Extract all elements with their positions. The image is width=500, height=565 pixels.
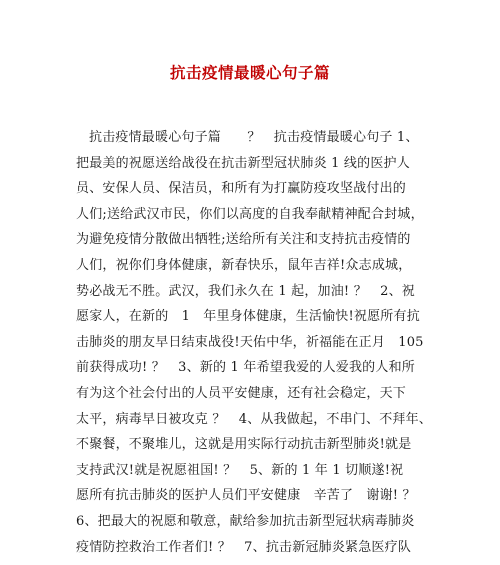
body-line: 6、把最大的祝愿和敬意，献给参加抗击新型冠状病毒肺炎	[76, 513, 415, 529]
body-line: 有为这个社会付出的人员平安健康，还有社会稳定，天下	[76, 385, 407, 401]
body-line: 势必战无不胜。武汉，我们永久在 1 起，加油! ？ 2、祝	[76, 283, 415, 299]
body-line: 击肺炎的朋友早日结束战役!天佑中华，祈福能在正月 105	[76, 334, 424, 350]
body-line: 抗击疫情最暖心句子篇 ？ 抗击疫情最暖心句子 1、	[89, 130, 419, 145]
body-line: 前获得成功! ？ 3、新的 1 年希望我爱的人爱我的人和所	[76, 360, 415, 376]
document-title: 抗击疫情最暖心句子篇	[169, 63, 330, 82]
body-line: 愿家人，在新的 1 年里身体健康，生活愉快!祝愿所有抗	[76, 309, 420, 325]
body-line: 愿所有抗击肺炎的医护人员们平安健康 辛苦了 谢谢! ？	[76, 488, 416, 504]
body-line: 支持武汉!就是祝愿祖国! ？ 5、新的 1 年 1 切顺遂!祝	[76, 462, 404, 478]
body-line: 不聚餐，不聚堆儿，这就是用实际行动抗击新型肺炎!就是	[76, 437, 412, 453]
body-line: 人们，祝你们身体健康，新春快乐，鼠年吉祥!众志成城，	[76, 257, 412, 273]
body-line: 把最美的祝愿送给战役在抗击新型冠状肺炎 1 线的医护人	[76, 155, 410, 171]
document-body	[76, 125, 432, 560]
body-line: 为避免疫情分散做出牺牲;送给所有关注和支持抗击疫情的	[76, 232, 411, 248]
body-line: 人们;送给武汉市民，你们以高度的自我奉献精神配合封城，	[76, 206, 424, 222]
body-line: 员、安保人员、保洁员，和所有为打赢防疫攻坚战付出的	[76, 181, 407, 197]
body-line: 疫情防控救治工作者们! ？ 7、抗击新冠肺炎紧急医疗队	[76, 539, 412, 555]
body-line: 太平，病毒早日被攻克 ？ 4、从我做起，不串门、不拜年、	[76, 411, 432, 427]
